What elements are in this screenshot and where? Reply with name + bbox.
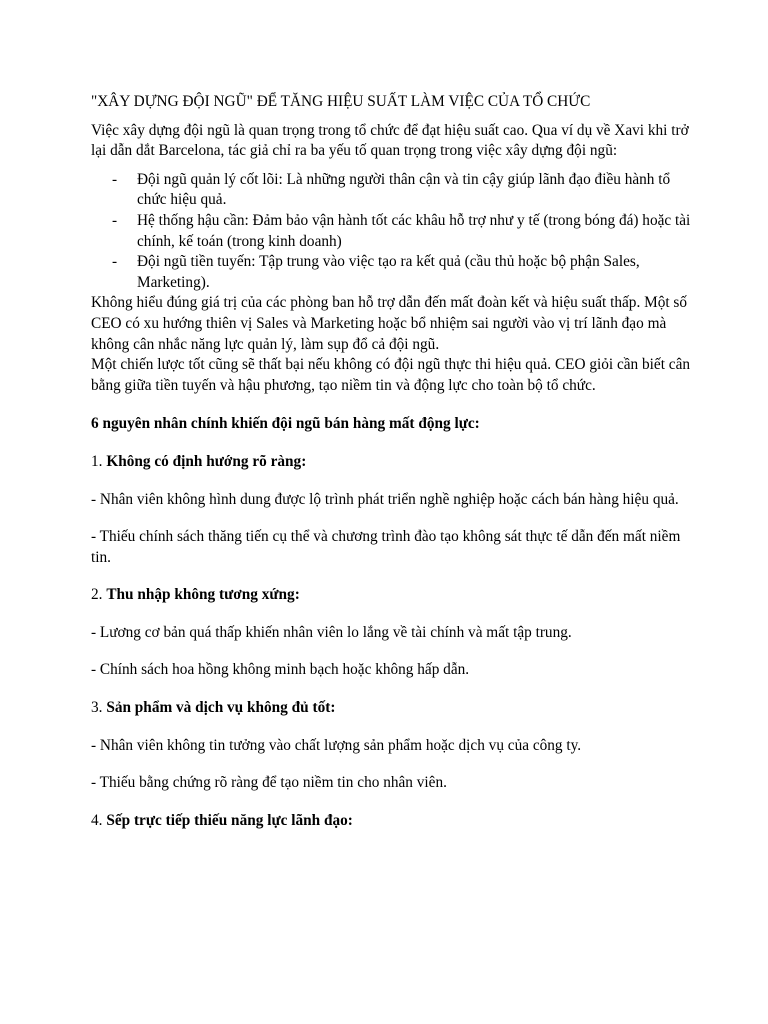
reason-heading [91,585,691,606]
bullet-dash: - [112,211,118,229]
intro-paragraph: Việc xây dựng đội ngũ là quan trọng trong tổ chức để đạt hiệu suất cao. Qua ví dụ về Xavi khi trở lại dẫn dắt Barcelona, tác giả chỉ ra ba yếu tố quan trọng trong việc xây dựng đội ngũ: [91,121,689,160]
paragraph-support-departments: Không hiểu đúng giá trị của các phòng ban hỗ trợ dẫn đến mất đoàn kết và hiệu suất thấp. Một số CEO có xu hướng thiên vị Sales và Marketing hoặc bổ nhiệm sai người vào vị trí lãnh đạo mà không cân nhắc năng lực quản lý, làm sụp đổ cả đội ngũ. [91,294,688,353]
list-item [91,211,691,252]
list-item-text: Đội ngũ tiền tuyến: Tập trung vào việc tạo ra kết quả (cầu thủ hoặc bộ phận Sales, Marketing). [137,253,640,291]
paragraph-strategy: Một chiến lược tốt cũng sẽ thất bại nếu không có đội ngũ thực thi hiệu quả. CEO giỏi cần biết cân bằng giữa tiền tuyến và hậu phương, tạo niềm tin và động lực cho toàn bộ tổ chức. [91,356,691,394]
reason-point: - Lương cơ bản quá thấp khiến nhân viên lo lắng về tài chính và mất tập trung. [91,623,572,641]
list-item [91,170,691,211]
reason-point: - Chính sách hoa hồng không minh bạch hoặc không hấp dẫn. [91,661,470,679]
reason-point: - Thiếu bằng chứng rõ ràng để tạo niềm tin cho nhân viên. [91,774,447,792]
bullet-dash: - [112,170,118,188]
document-content [91,92,691,848]
reason-title: Sếp trực tiếp thiếu năng lực lãnh đạo: [106,811,353,829]
reason-number: 3. [91,699,103,717]
key-factors-list [91,170,691,294]
reason-number: 2. [91,586,103,604]
reason-point: - Nhân viên không tin tưởng vào chất lượng sản phẩm hoặc dịch vụ của công ty. [91,736,582,754]
reason-point: - Thiếu chính sách thăng tiến cụ thể và chương trình đào tạo không sát thực tế dẫn đến mất niềm tin. [91,528,681,566]
reason-heading [91,811,691,832]
reason-title: Thu nhập không tương xứng: [106,586,300,604]
reason-heading [91,452,691,473]
bullet-dash: - [112,253,118,271]
reason-point: - Nhân viên không hình dung được lộ trình phát triển nghề nghiệp hoặc cách bán hàng hiệu quả. [91,490,679,508]
list-item-text: Đội ngũ quản lý cốt lõi: Là những người thân cận và tin cậy giúp lãnh đạo điều hành tổ chức hiệu quả. [137,170,671,209]
reason-number: 4. [91,811,103,829]
reason-heading [91,698,691,719]
reason-number: 1. [91,452,103,470]
list-item [91,252,691,293]
reason-title: Sản phẩm và dịch vụ không đủ tốt: [106,699,336,717]
document-title: "XÂY DỰNG ĐỘI NGŨ" ĐỂ TĂNG HIỆU SUẤT LÀM VIỆC CỦA TỔ CHỨC [91,93,591,110]
reason-title: Không có định hướng rõ ràng: [106,452,307,470]
list-item-text: Hệ thống hậu cần: Đảm bảo vận hành tốt các khâu hỗ trợ như y tế (trong bóng đá) hoặc tài chính, kế toán (trong kinh doanh) [137,211,691,250]
section-heading: 6 nguyên nhân chính khiến đội ngũ bán hàng mất động lực: [91,415,480,433]
